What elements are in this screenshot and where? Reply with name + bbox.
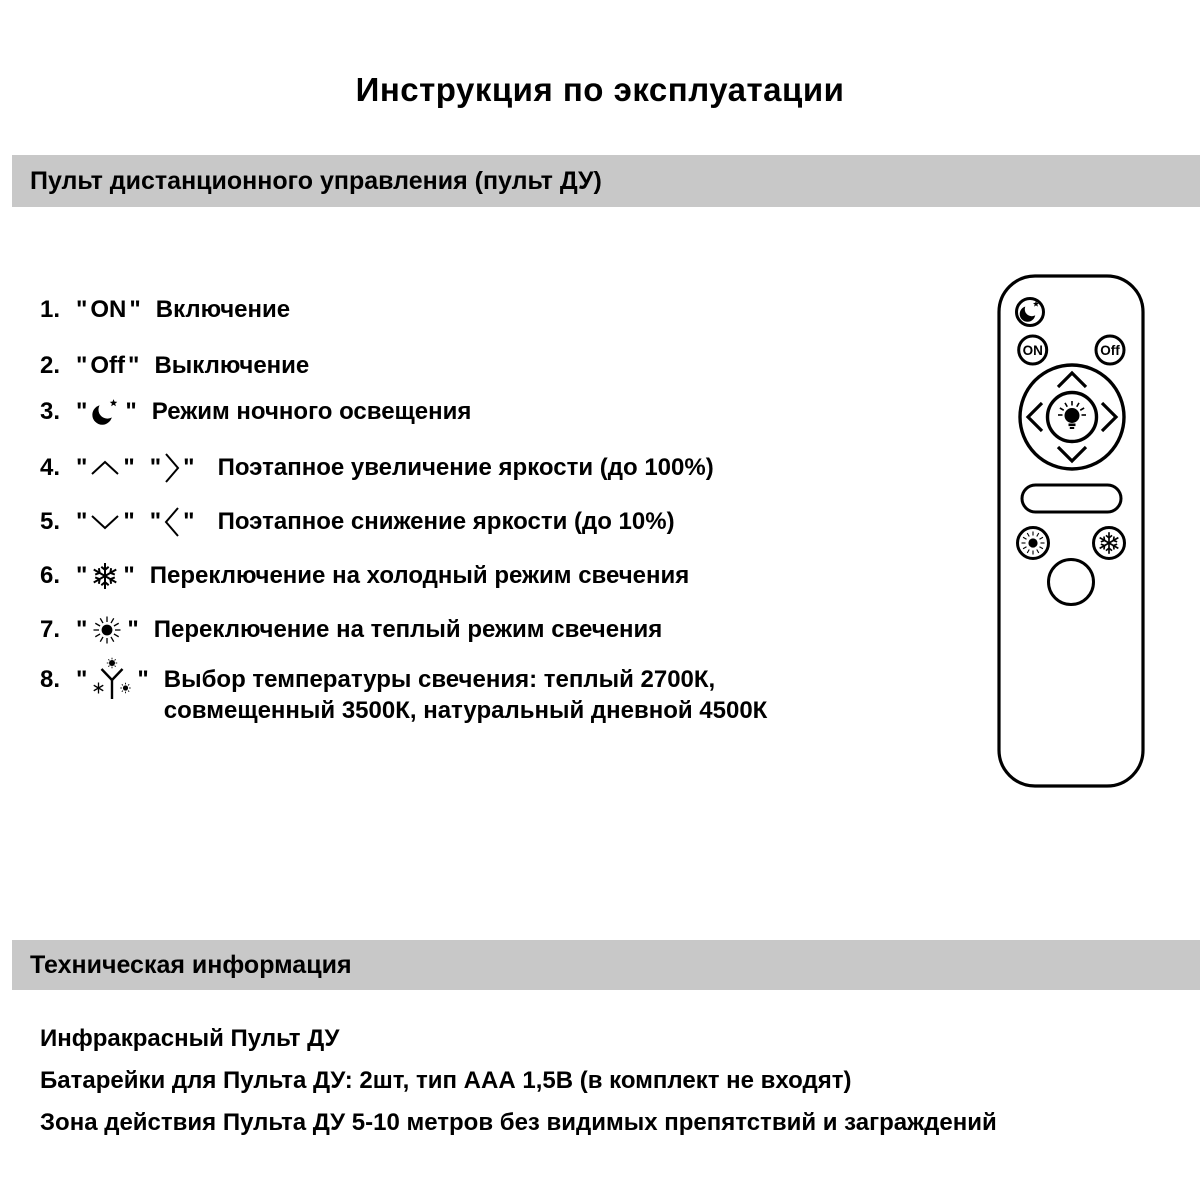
item-description (164, 664, 768, 726)
item-number: 7. (40, 616, 61, 643)
sun-icon (90, 613, 124, 647)
remote-temp-select-button (1049, 560, 1094, 605)
quote-mark: " (183, 454, 195, 481)
remote-control-illustration (985, 262, 1160, 802)
dpad-up-chevron-icon (1058, 373, 1086, 387)
chevron-left-icon (164, 506, 180, 538)
instruction-item-8 (40, 664, 767, 726)
item-number: 6. (40, 562, 61, 589)
quote-mark: " (76, 296, 88, 323)
item-number: 1. (40, 296, 61, 323)
item-description: Поэтапное снижение яркости (до 10%) (217, 508, 675, 535)
item-description: Поэтапное увеличение яркости (до 100%) (217, 454, 714, 481)
remote-on-button (1019, 336, 1047, 364)
key-label-off: Off (90, 352, 126, 379)
quote-mark: " (183, 508, 195, 535)
quote-mark: " (137, 666, 149, 693)
quote-mark: " (128, 352, 140, 379)
remote-night-mode-button (1017, 299, 1044, 326)
page-title: Инструкция по эксплуатации (355, 71, 845, 108)
tech-section-header: Техническая информация (30, 950, 352, 979)
crescent-moon-icon (90, 396, 122, 428)
instruction-item-2 (40, 348, 309, 384)
remote-cold-button (1094, 528, 1125, 559)
quote-mark: " (149, 454, 162, 481)
chevron-down-icon (90, 514, 120, 530)
quote-mark: " (76, 562, 88, 589)
quote-mark: " (125, 398, 137, 425)
quote-mark: " (76, 454, 88, 481)
instruction-item-6 (40, 558, 689, 594)
tech-info-line: Зона действия Пульта ДУ 5-10 метров без видимых препятствий и заграждений (40, 1109, 997, 1136)
chevron-right-icon (164, 452, 180, 484)
instruction-item-7 (40, 612, 662, 648)
snowflake-icon (90, 561, 120, 591)
quote-mark: " (127, 616, 139, 643)
remote-section-header-bar (12, 155, 1200, 207)
quote-mark: " (76, 508, 88, 535)
remote-on-label: ON (1022, 343, 1043, 358)
quote-mark: " (149, 508, 162, 535)
remote-off-label: Off (1100, 343, 1120, 358)
item-description: Включение (155, 296, 291, 323)
item-description: Переключение на холодный режим свечения (149, 562, 690, 589)
remote-off-button (1096, 336, 1124, 364)
instruction-item-3 (40, 394, 471, 430)
item-number: 5. (40, 508, 61, 535)
quote-mark: " (129, 296, 141, 323)
remote-dpad (1020, 365, 1124, 469)
key-label-on: ON (90, 296, 127, 323)
quote-mark: " (123, 508, 135, 535)
item-description-line-1: Выбор температуры свечения: теплый 2700К, (163, 666, 716, 693)
item-number: 3. (40, 398, 61, 425)
item-description: Переключение на теплый режим свечения (153, 616, 663, 643)
light-bulb-icon (1058, 401, 1086, 429)
quote-mark: " (76, 666, 88, 693)
remote-warm-button (1018, 528, 1049, 559)
quote-mark: " (76, 616, 88, 643)
instruction-item-4 (40, 450, 714, 486)
color-temperature-icon (90, 657, 134, 703)
instruction-item-5 (40, 504, 675, 540)
quote-mark: " (76, 398, 88, 425)
item-number: 8. (40, 666, 61, 693)
item-description: Режим ночного освещения (151, 398, 472, 425)
remote-section-header: Пульт дистанционного управления (пульт ДУ) (30, 166, 602, 195)
item-description: Выключение (154, 352, 310, 379)
item-number: 4. (40, 454, 61, 481)
dpad-down-chevron-icon (1058, 447, 1086, 461)
item-description-line-2: совмещенный 3500К, натуральный дневной 4500К (163, 697, 768, 724)
dpad-right-chevron-icon (1102, 403, 1116, 431)
remote-body (999, 276, 1143, 786)
instruction-item-1 (40, 292, 290, 328)
dpad-left-chevron-icon (1028, 403, 1042, 431)
tech-info-line: Инфракрасный Пульт ДУ (40, 1025, 340, 1052)
remote-display-window (1022, 485, 1121, 512)
quote-mark: " (123, 454, 135, 481)
chevron-up-icon (90, 460, 120, 476)
tech-section-header-bar (12, 940, 1200, 990)
item-number: 2. (40, 352, 61, 379)
quote-mark: " (123, 562, 135, 589)
quote-mark: " (76, 352, 88, 379)
snowflake-icon (1098, 532, 1120, 554)
tech-info-line: Батарейки для Пульта ДУ: 2шт, тип ААА 1,5В (в комплект не входят) (40, 1067, 852, 1094)
